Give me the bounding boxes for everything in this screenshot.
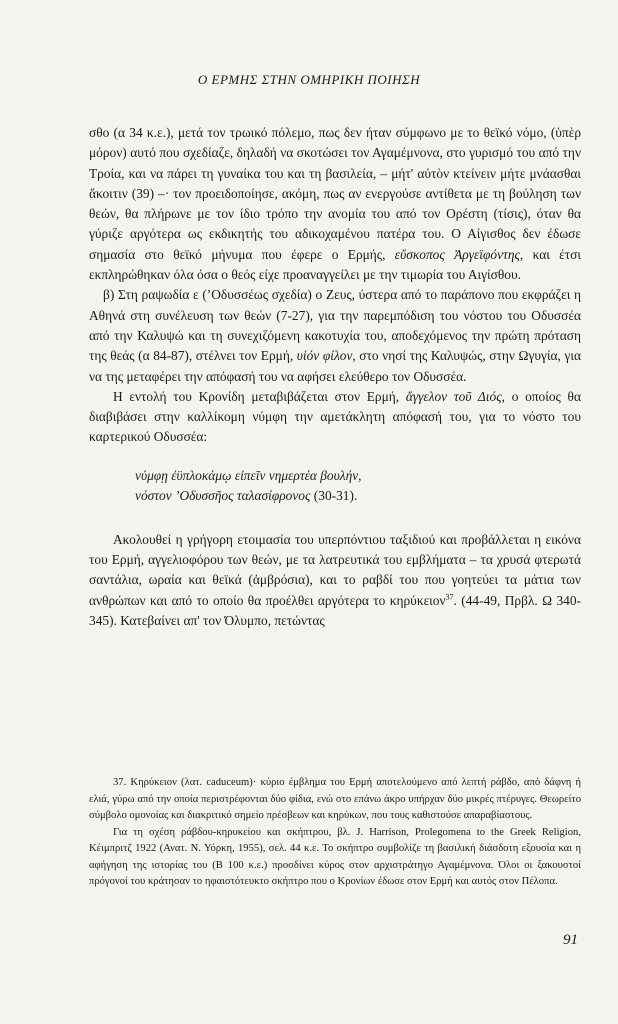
- verse-line-2: [135, 486, 581, 506]
- paragraph-4-end: . (44-49, Πρβλ. Ω 340-345). Κατεβαίνει απ' τον Όλυμπο, πετώντας: [89, 592, 581, 628]
- paragraph-1-end: , και έτσι εκπληρώθηκαν όλα όσα ο θεός είχε προαναγγείλει με την τιμωρία του Αιγίσθου.: [89, 246, 582, 283]
- footnote-ref-37: 37: [445, 592, 454, 602]
- paragraph-2-end: , στο νησί της Καλυψώς, στην Ωγυγία, για να της μεταφέρει την απόφασή του να αφήσει ελεύθερο τον Οδυσσέα.: [89, 348, 582, 384]
- paragraph-4-text: Ακολουθεί η γρήγορη ετοιμασία του υπερπόντιου ταξιδιού και προβάλλεται η εικόνα του Ερμή, αγγελιοφόρου των θεών, με τα λατρευτικά του εμβλήματα – τα χρυσά φτερωτά σαντάλια, ωραία και θεϊκά (ἀμβρόσια), και το ραβδί του που γοητεύει τα μάτια των ανθρώπων και από το οποίο θα προέλθει αργότερα το κηρύκειον: [89, 531, 581, 608]
- verse-line-1: νύμφῃ ἐϋπλοκάμῳ εἰπεῖν νημερτέα βουλήν,: [135, 467, 362, 483]
- paragraph-3: [89, 387, 581, 448]
- verse-line-2-text: νόστον ’Οδυσσῆος ταλασίφρονος: [135, 487, 311, 503]
- paragraph-4: [89, 530, 581, 631]
- paragraph-2-italic: υἱόν φίλον: [296, 348, 353, 364]
- paragraph-3-italic: ἄγγελον τοῦ Διός: [405, 388, 502, 404]
- footnote-37: 37. Κηρύκειον (λατ. caduceum)· κύριο έμβλημα του Ερμή αποτελούμενο από λεπτή ράβδο, από δάφνη ή ελιά, γύρω από την οποία περιστρέφονται δύο φίδια, ενώ στο επάνω άκρο υπήρχαν δύο μικρές πτέρυγες. Θεωρείτο σύμβολο ομονοίας και διακριτικό σημείο πρέσβεων και κηρύκων, που τους καθιστούσε απαραβίαστους.: [89, 777, 581, 821]
- main-text: [89, 123, 581, 631]
- paragraph-3-end: , ο οποίος θα διαβιβάσει στην καλλίκομη νύμφη την αμετάκλητη απόφασή του, για το νόστο του καρτερικού Οδυσσέα:: [89, 388, 581, 445]
- paragraph-2-text: β) Στη ραψωδία ε (’Οδυσσέως σχεδία) ο Ζευς, ύστερα από το παράπονο που εκφράζει η Αθηνά στη συνέλευση των θεών (7-27), για την παρεμπόδιση του νόστου του Οδυσσέα από την Καλυψώ και τη συνεχιζόμενη κακοτυχία του, αποδεχόμενος την πρώτη πρόταση της θεάς (α 84-87), στέλνει τον Ερμή,: [89, 287, 581, 364]
- paragraph-2: [89, 285, 581, 386]
- paragraph-1-text: σθο (α 34 κ.ε.), μετά τον τρωικό πόλεμο, πως δεν ήταν σύμφωνο με το θεϊκό νόμο, (ὑπὲρ μόρον) αυτό που σχεδίαζε, δηλαδή να σκοτώσει τον Αγαμέμνονα, στο γυρισμό του από την Τροία, και να πάρει τη γυναίκα του και τη βασιλεία, – μήτ' αὐτὸν κτείνειν μήτε μνάασθαι ἄκοιτιν (39) –· τον προειδοποίησε, ακόμη, πως αν ενεργούσε αντίθετα με τη βούληση των θεών, θα πλήρωνε με τον ίδιο τρόπο την ανομία του από τον Ορέστη (τίσις), όταν θα γύριζε αργότερα ως εκδικητής του αδικοχαμένου πατέρα του. Ο Αίγισθος δεν έδωσε σημασία στο θεϊκό μήνυμα που έφερε ο Ερμής,: [89, 125, 581, 262]
- verse-quote: [135, 466, 581, 506]
- footnotes: [89, 775, 581, 891]
- verse-line-2-ref: (30-31).: [310, 487, 358, 503]
- paragraph-3-text: Η εντολή του Κρονίδη μεταβιβάζεται στον Ερμή,: [113, 388, 406, 404]
- paragraph-1-italic: εὔσκοπος Ἀργεϊφόντης: [394, 246, 520, 262]
- footnote-37-continued: Για τη σχέση ράβδου-κηρυκείου και σκήπτρου, βλ. J. Harrison, Prolegomena to the Greek Religion, Κέιμπριτζ 1922 (Ανατ. Ν. Υόρκη, 1955), σελ. 44 κ.ε. Το σκήπτρο συμβολίζε τη βασιλική διάσδοτη εξουσία και η αφήγηση της ιστορίας του (Β 100 κ.ε.) προσδίνει κύρος στον αρχιστράτηγο Αγαμέμνονα. Όλοι οι ξακουστοί πρόγονοί του κράτησαν το ηφαιστότευκτο σκήπτρο που ο Κρονίων έδωσε στον Ερμή και αυτός στον Πέλοπα.: [89, 826, 581, 887]
- page-number: 91: [563, 932, 578, 948]
- paragraph-1: [89, 123, 581, 285]
- running-header: Ο ΕΡΜΗΣ ΣΤΗΝ ΟΜΗΡΙΚΗ ΠΟΙΗΣΗ: [197, 72, 421, 87]
